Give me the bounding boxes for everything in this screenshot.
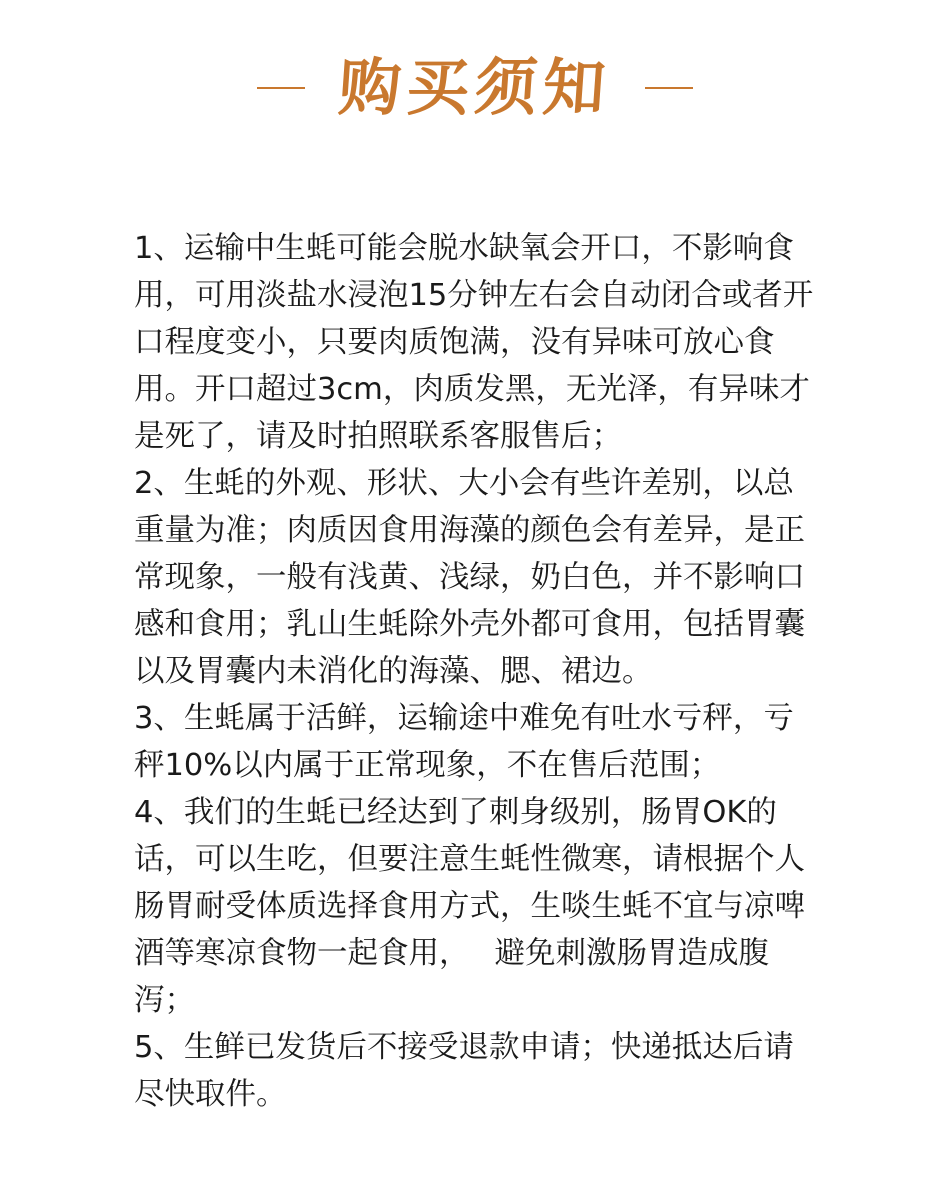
notice-item-3: 3、生蚝属于活鲜，运输途中难免有吐水亏秤，亏秤10%以内属于正常现象，不在售后范围；: [134, 701, 794, 783]
header-left-divider: [257, 87, 305, 89]
notice-item-5: 5、生鲜已发货后不接受退款申请；快递抵达后请尽快取件。: [134, 1030, 794, 1112]
notice-item-1: 1、运输中生蚝可能会脱水缺氧会开口，不影响食用，可用淡盐水浸泡15分钟左右会自动闭合或者开口程度变小，只要肉质饱满，没有异味可放心食用。开口超过3cm，肉质发黑，无光泽，有异味才是死了，请及时拍照联系客服售后；: [134, 231, 814, 454]
notice-content: [134, 225, 824, 1118]
notice-item-4: 4、我们的生蚝已经达到了刺身级别，肠胃OK的话，可以生吃，但要注意生蚝性微寒，请根据个人肠胃耐受体质选择食用方式，生啖生蚝不宜与凉啤酒等寒凉食物一起食用， 避免刺激肠胃造成腹泻；: [134, 795, 805, 1018]
page-title: 购买须知: [336, 51, 614, 124]
header-right-divider: [645, 87, 693, 89]
page-header: [0, 48, 950, 128]
notice-item-2: 2、生蚝的外观、形状、大小会有些许差别，以总重量为准；肉质因食用海藻的颜色会有差异，是正常现象，一般有浅黄、浅绿，奶白色，并不影响口感和食用；乳山生蚝除外壳外都可食用，包括胃囊以及胃囊内未消化的海藻、腮、裙边。: [134, 466, 805, 689]
